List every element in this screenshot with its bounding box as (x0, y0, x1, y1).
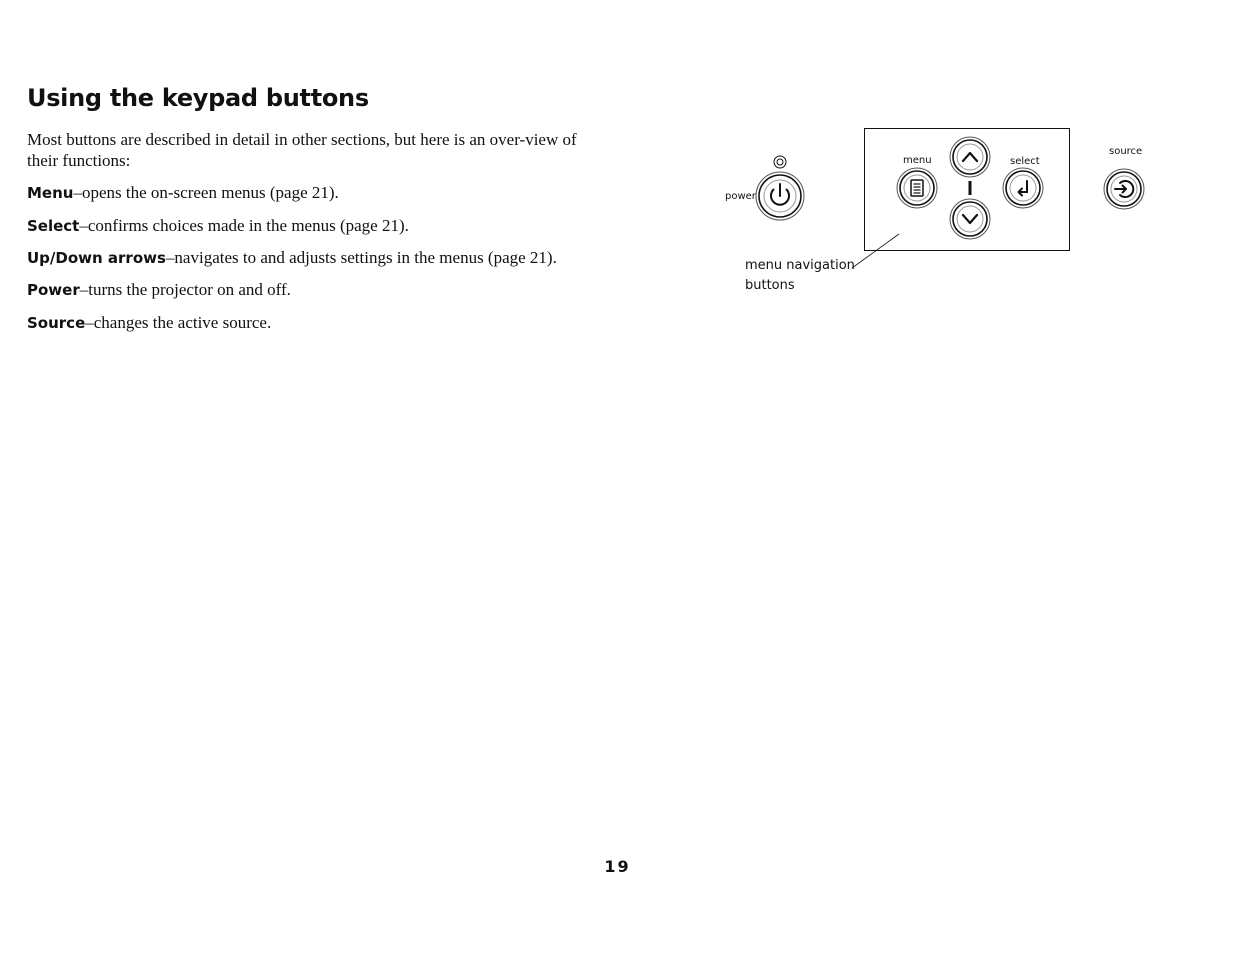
term-select: Select (27, 217, 80, 235)
select-button (1003, 168, 1043, 208)
menu-navigation-box (865, 129, 1070, 251)
down-arrow-button (950, 199, 990, 239)
desc-up-down-arrows: –navigates to and adjusts settings in the menus (page 21). (165, 248, 557, 267)
power-button (756, 172, 804, 220)
menu-list-icon (911, 180, 923, 196)
desc-menu: –opens the on-screen menus (page 21). (73, 183, 339, 202)
term-source: Source (27, 314, 86, 332)
desc-source: –changes the active source. (85, 313, 272, 332)
source-button (1104, 169, 1144, 209)
menu-label: menu (903, 155, 932, 166)
intro-paragraph: Most buttons are described in detail in other sections, but here is an over-view of their functions: (27, 130, 577, 170)
power-label: power (725, 191, 756, 202)
source-input-icon (1115, 181, 1133, 197)
term-power: Power (27, 281, 80, 299)
term-up-down-arrows: Up/Down arrows (27, 249, 166, 267)
term-menu: Menu (27, 184, 74, 202)
page-number: 19 (604, 857, 631, 876)
power-icon (771, 184, 789, 205)
desc-power: –turns the projector on and off. (79, 280, 291, 299)
callout-label-line2: buttons (745, 278, 795, 293)
menu-button (897, 168, 937, 208)
chevron-down-icon (963, 215, 977, 223)
chevron-up-icon (963, 153, 977, 161)
enter-icon (1019, 181, 1028, 196)
desc-select: –confirms choices made in the menus (page 21). (79, 216, 409, 235)
up-arrow-button (950, 137, 990, 177)
source-label: source (1109, 146, 1143, 157)
callout-label-line1: menu navigation (745, 258, 855, 273)
page-title: Using the keypad buttons (27, 84, 369, 112)
power-indicator-light (774, 156, 786, 168)
select-label: select (1010, 156, 1040, 167)
